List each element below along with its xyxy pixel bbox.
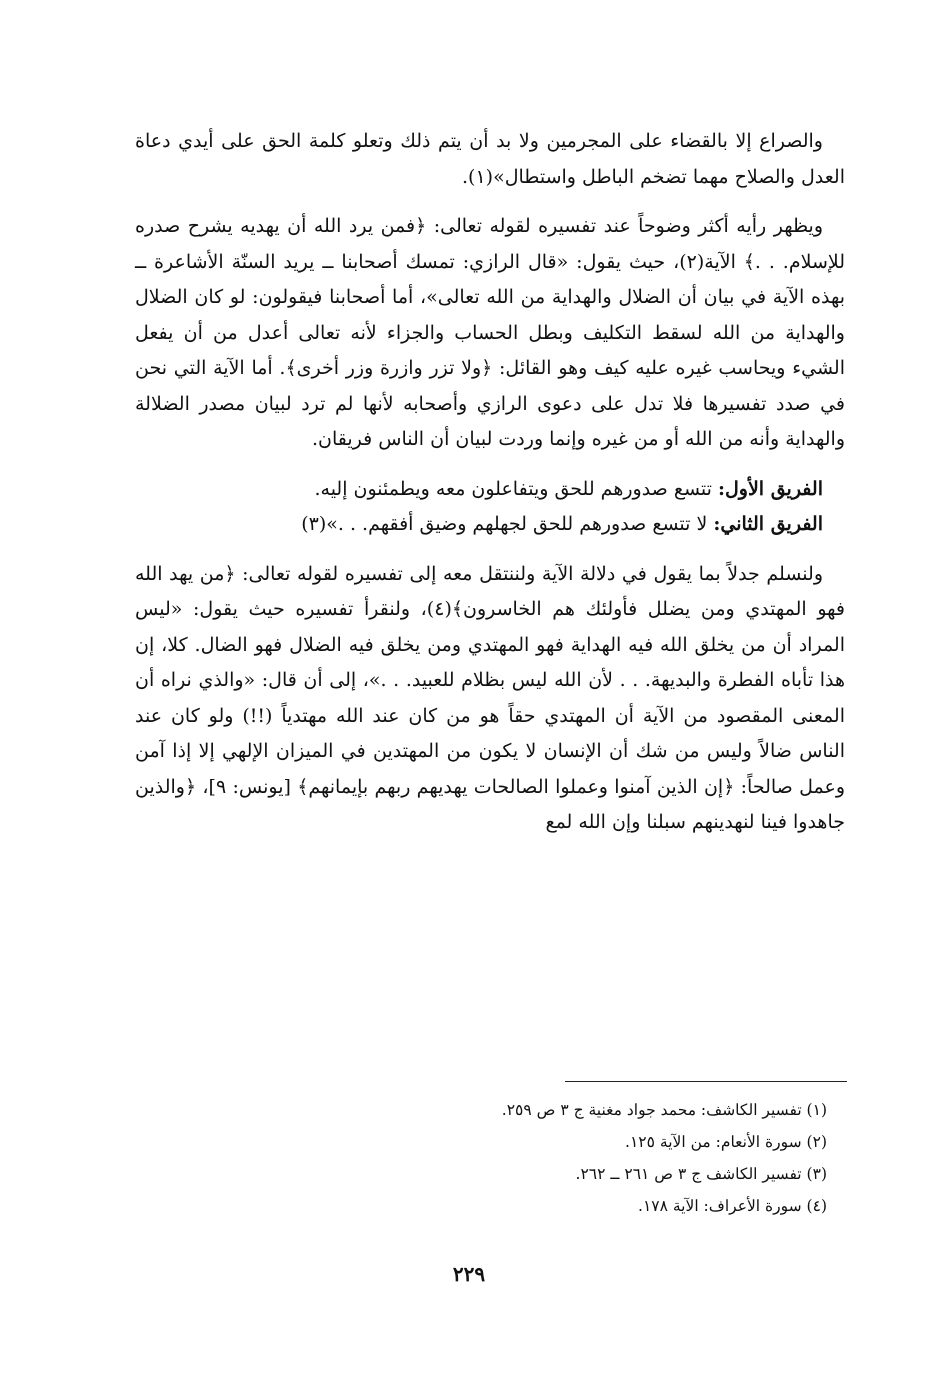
paragraph-1: والصراع إلا بالقضاء على المجرمين ولا بد أن يتم ذلك وتعلو كلمة الحق على أيدي دعاة العدل والصلاح مهما تضخم الباطل واستطال»(١).	[135, 130, 845, 188]
group-1	[135, 472, 845, 508]
group-2	[135, 507, 845, 543]
footnote-1: (١) تفسير الكاشف: محمد جواد مغنية ج ٣ ص ٢٥٩.	[501, 1101, 827, 1119]
main-text	[135, 124, 845, 855]
paragraph-3: ولنسلم جدلاً بما يقول في دلالة الآية ولننتقل معه إلى تفسيره لقوله تعالى: ﴿من يهد الله فهو المهتدي ومن يضلل فأولئك هم الخاسرون﴾(٤)، ولنقرأ تفسيره حيث يقول: «ليس المراد أن من يخلق الله فيه الهداية فهو المهتدي ومن يخلق فيه الضلال فهو الضال. كلا، إن هذا تأباه الفطرة والبديهة. . . لأن الله ليس بظلام للعبيد. . .»، إلى أن قال: «والذي نراه أن المعنى المقصود من الآية أن المهتدي حقاً هو من كان عند الله مهتدياً (!!) ولو كان عند الناس ضالاً وليس من شك أن الإنسان لا يكون من المهتدين في الميزان الإلهي إلا إذا آمن وعمل صالحاً: ﴿إن الذين آمنوا وعملوا الصالحات يهديهم ربهم بإيمانهم﴾ [يونس: ٩]، ﴿والذين جاهدوا فينا لنهدينهم سبلنا وإن الله لمع	[135, 562, 846, 833]
page-number: ٢٢٩	[452, 1262, 486, 1286]
groups-list	[135, 472, 845, 543]
group-2-label: الفريق الثاني:	[713, 513, 823, 535]
footnote-2: (٢) سورة الأنعام: من الآية ١٢٥.	[625, 1133, 827, 1151]
footnotes	[135, 1094, 845, 1222]
group-1-label: الفريق الأول:	[717, 477, 823, 500]
group-1-text: تتسع صدورهم للحق ويتفاعلون معه ويطمئنون إليه.	[314, 477, 718, 500]
footnote-3: (٣) تفسير الكاشف ج ٣ ص ٢٦١ ــ ٢٦٢.	[575, 1165, 827, 1183]
footnote-4: (٤) سورة الأعراف: الآية ١٧٨.	[638, 1197, 827, 1215]
paragraph-2: ويظهر رأيه أكثر وضوحاً عند تفسيره لقوله تعالى: ﴿فمن يرد الله أن يهديه يشرح صدره للإسلام. . .﴾ الآية(٢)، حيث يقول: «قال الرازي: تمسك أصحابنا ــ يريد السنّة الأشاعرة ــ بهذه الآية في بيان أن الضلال والهداية من الله تعالى»، أما أصحابنا فيقولون: لو كان الضلال والهداية من الله لسقط التكليف وبطل الحساب والجزاء لأنه تعالى أعدل من أن يفعل الشيء ويحاسب غيره عليه كيف وهو القائل: ﴿ولا تزر وازرة وزر أخرى﴾. أما الآية التي نحن في صدد تفسيرها فلا تدل على دعوى الرازي وأصحابه لأنها لم ترد لبيان مصدر الضلالة والهداية وأنه من الله أو من غيره وإنما وردت لبيان أن الناس فريقان.	[135, 215, 845, 450]
footnote-divider	[565, 1081, 847, 1082]
group-2-text: لا تتسع صدورهم للحق لجهلهم وضيق أفقهم. . .»(٣)	[301, 513, 714, 535]
